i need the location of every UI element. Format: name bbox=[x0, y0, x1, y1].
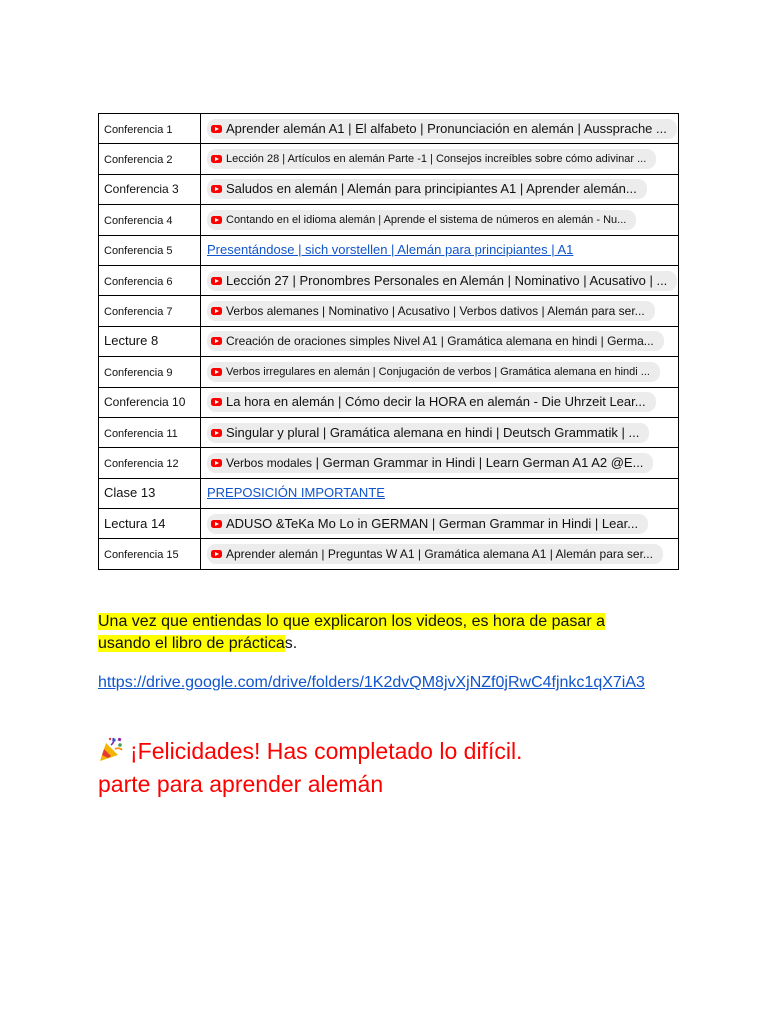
instruction-note bbox=[98, 611, 658, 655]
table-row bbox=[99, 235, 679, 265]
congrats-line-2: parte para aprender alemán bbox=[98, 771, 384, 797]
table-row bbox=[99, 509, 679, 539]
video-link-chip[interactable] bbox=[207, 362, 660, 382]
lecture-name: Clase 13 bbox=[104, 485, 156, 501]
youtube-icon bbox=[211, 307, 222, 315]
video-link-chip[interactable] bbox=[207, 331, 664, 351]
lecture-name: Conferencia 10 bbox=[104, 395, 186, 410]
youtube-icon bbox=[211, 550, 222, 558]
video-link-chip[interactable] bbox=[207, 453, 653, 473]
lecture-table bbox=[98, 113, 679, 570]
video-title: ADUSO &TeKa Mo Lo in GERMAN | German Grammar in Hindi | Lear... bbox=[226, 515, 639, 531]
congrats-line-1-text: ¡Felicidades! Has completado lo difícil. bbox=[130, 738, 523, 764]
table-row bbox=[99, 448, 679, 478]
video-link-chip[interactable] bbox=[207, 544, 663, 564]
youtube-icon bbox=[211, 337, 222, 345]
lecture-name: Conferencia 6 bbox=[104, 275, 173, 288]
video-title: Lección 28 | Artículos en alemán Parte -1 | Consejos increíbles sobre cómo adivinar ... bbox=[226, 153, 647, 166]
lecture-name: Conferencia 9 bbox=[104, 366, 173, 379]
video-link-chip[interactable] bbox=[207, 149, 656, 169]
video-title: Saludos en alemán | Alemán para principiantes A1 | Aprender alemán... bbox=[226, 181, 637, 197]
video-title: Aprender alemán A1 | El alfabeto | Pronunciación en alemán | Aussprache ... bbox=[226, 120, 667, 136]
youtube-icon bbox=[211, 216, 222, 224]
table-row bbox=[99, 357, 679, 387]
lecture-link[interactable]: Presentándose | sich vorstellen | Alemán para principiantes | A1 bbox=[207, 242, 574, 258]
youtube-icon bbox=[211, 155, 222, 163]
video-title: Verbos irregulares en alemán | Conjugación de verbos | Gramática alemana en hindi ... bbox=[226, 365, 650, 378]
congrats-line-1 bbox=[98, 735, 522, 768]
video-title-prefix: Verbos modales bbox=[226, 455, 313, 470]
party-popper-icon bbox=[98, 736, 124, 762]
video-link-chip[interactable] bbox=[207, 119, 677, 139]
table-row bbox=[99, 265, 679, 295]
lecture-name: Conferencia 12 bbox=[104, 457, 179, 470]
video-title: | German Grammar in Hindi | Learn German A1 A2 @E... bbox=[312, 454, 644, 470]
lecture-name: Conferencia 7 bbox=[104, 306, 173, 319]
lecture-name: Conferencia 5 bbox=[104, 245, 173, 258]
youtube-icon bbox=[211, 459, 222, 467]
lecture-name: Lecture 8 bbox=[104, 333, 159, 349]
youtube-icon bbox=[211, 277, 222, 285]
youtube-icon bbox=[211, 125, 222, 133]
drive-folder-link[interactable]: https://drive.google.com/drive/folders/1K2dvQM8jvXjNZf0jRwC4fjnkc1qX7iA3 bbox=[98, 674, 645, 691]
video-title: Aprender alemán | Preguntas W A1 | Gramática alemana A1 | Alemán para ser... bbox=[226, 547, 653, 562]
lecture-name: Conferencia 2 bbox=[104, 154, 173, 167]
table-row bbox=[99, 417, 679, 447]
video-link-chip[interactable] bbox=[207, 423, 649, 443]
video-title: Verbos alemanes | Nominativo | Acusativo | Verbos dativos | Alemán para ser... bbox=[226, 304, 645, 319]
lecture-name: Conferencia 11 bbox=[104, 427, 178, 440]
table-row bbox=[99, 114, 679, 144]
youtube-icon bbox=[211, 520, 222, 528]
lecture-name: Conferencia 4 bbox=[104, 214, 173, 227]
video-title: Singular y plural | Gramática alemana en hindi | Deutsch Grammatik | ... bbox=[226, 424, 640, 440]
video-link-chip[interactable] bbox=[207, 392, 656, 412]
video-title: Lección 27 | Pronombres Personales en Alemán | Nominativo | Acusativo | ... bbox=[226, 272, 668, 288]
youtube-icon bbox=[211, 185, 222, 193]
video-link-chip[interactable] bbox=[207, 514, 648, 534]
lecture-name: Conferencia 1 bbox=[104, 123, 173, 136]
lecture-name: Lectura 14 bbox=[104, 515, 166, 531]
table-row bbox=[99, 387, 679, 417]
youtube-icon bbox=[211, 398, 222, 406]
youtube-icon bbox=[211, 429, 222, 437]
table-row bbox=[99, 539, 679, 569]
video-link-chip[interactable] bbox=[207, 271, 677, 291]
table-row bbox=[99, 326, 679, 356]
congrats-message bbox=[98, 735, 522, 801]
lecture-link[interactable]: PREPOSICIÓN IMPORTANTE bbox=[207, 485, 385, 501]
table-row bbox=[99, 174, 679, 204]
video-title: Contando en el idioma alemán | Aprende el sistema de números en alemán - Nu... bbox=[226, 213, 627, 226]
table-row bbox=[99, 296, 679, 326]
lecture-name: Conferencia 15 bbox=[104, 549, 179, 562]
table-row bbox=[99, 478, 679, 508]
highlighted-text: Una vez que entiendas lo que explicaron los videos, es hora de pasar a usando el libro de práctica bbox=[98, 613, 605, 652]
video-title: Creación de oraciones simples Nivel A1 | Gramática alemana en hindi | Germa... bbox=[226, 334, 654, 349]
video-link-chip[interactable] bbox=[207, 210, 636, 230]
video-title: La hora en alemán | Cómo decir la HORA en alemán - Die Uhrzeit Lear... bbox=[226, 394, 646, 410]
video-link-chip[interactable] bbox=[207, 179, 647, 199]
table-row bbox=[99, 205, 679, 235]
lecture-name: Conferencia 3 bbox=[104, 182, 179, 197]
video-link-chip[interactable] bbox=[207, 301, 655, 321]
note-tail: s. bbox=[284, 635, 298, 652]
youtube-icon bbox=[211, 368, 222, 376]
table-row bbox=[99, 144, 679, 174]
